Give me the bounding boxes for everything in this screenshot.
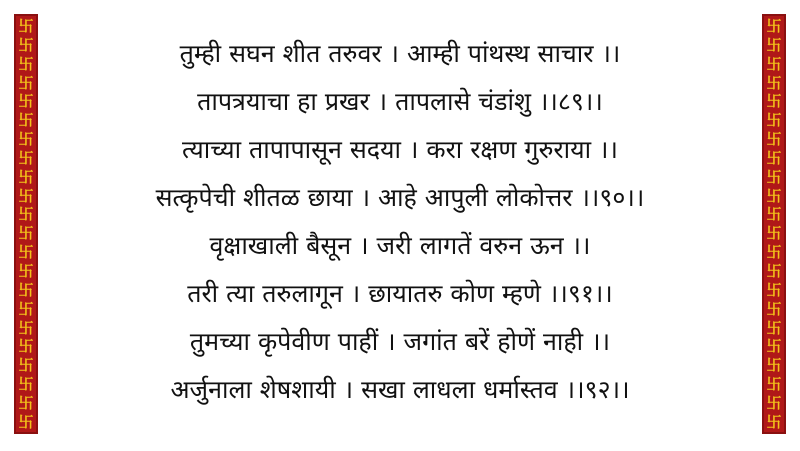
swastika-icon: 卐 [18, 111, 34, 130]
swastika-icon: 卐 [766, 35, 782, 54]
swastika-icon: 卐 [18, 167, 34, 186]
left-decorative-border [14, 14, 38, 434]
swastika-icon: 卐 [18, 35, 34, 54]
swastika-icon: 卐 [18, 280, 34, 299]
swastika-icon: 卐 [18, 54, 34, 73]
verse-line-5: वृक्षाखाली बैसून । जरी लागतें वरुन ऊन ।। [209, 231, 591, 260]
swastika-icon: 卐 [766, 92, 782, 111]
verse-line-2: तापत्रयाचा हा प्रखर । तापलासे चंडांशु ।।८९।। [197, 87, 603, 116]
swastika-icon: 卐 [18, 299, 34, 318]
swastika-icon: 卐 [766, 261, 782, 280]
verse-block [60, 30, 740, 414]
verse-line-1: तुम्ही सघन शीत तरुवर । आम्ही पांथस्थ साचार ।। [179, 39, 621, 68]
swastika-icon: 卐 [18, 356, 34, 375]
swastika-icon: 卐 [766, 224, 782, 243]
swastika-icon: 卐 [18, 243, 34, 262]
swastika-icon: 卐 [18, 205, 34, 224]
right-decorative-border [762, 14, 786, 434]
swastika-icon: 卐 [18, 337, 34, 356]
swastika-icon: 卐 [766, 393, 782, 412]
swastika-icon: 卐 [766, 318, 782, 337]
verse-line-3: त्याच्या तापापासून सदया । करा रक्षण गुरुराया ।। [182, 135, 618, 164]
swastika-icon: 卐 [766, 337, 782, 356]
swastika-icon: 卐 [18, 73, 34, 92]
verse-line-4: सत्कृपेची शीतळ छाया । आहे आपुली लोकोत्तर ।।९०।। [155, 183, 645, 212]
swastika-icon: 卐 [18, 318, 34, 337]
swastika-icon: 卐 [18, 375, 34, 394]
swastika-icon: 卐 [18, 17, 34, 35]
swastika-icon: 卐 [18, 186, 34, 205]
swastika-icon: 卐 [766, 243, 782, 262]
swastika-icon: 卐 [766, 111, 782, 130]
swastika-icon: 卐 [18, 148, 34, 167]
swastika-icon: 卐 [18, 412, 34, 431]
swastika-icon: 卐 [18, 130, 34, 149]
swastika-icon: 卐 [766, 54, 782, 73]
swastika-icon: 卐 [766, 73, 782, 92]
swastika-icon: 卐 [18, 261, 34, 280]
swastika-icon: 卐 [766, 375, 782, 394]
verse-line-7: तुमच्या कृपेवीण पाहीं । जगांत बरें होणें नाही ।। [189, 327, 611, 356]
swastika-icon: 卐 [766, 130, 782, 149]
swastika-icon: 卐 [766, 299, 782, 318]
swastika-icon: 卐 [766, 186, 782, 205]
swastika-icon: 卐 [18, 393, 34, 412]
swastika-icon: 卐 [766, 17, 782, 35]
swastika-icon: 卐 [766, 412, 782, 431]
verse-line-6: तरी त्या तरुलागून । छायातरु कोण म्हणे ।।९१।। [187, 279, 613, 308]
swastika-icon: 卐 [766, 167, 782, 186]
swastika-icon: 卐 [766, 356, 782, 375]
swastika-icon: 卐 [18, 224, 34, 243]
verse-line-8: अर्जुनाला शेषशायी । सखा लाधला धर्मास्तव ।।९२।। [170, 375, 630, 404]
swastika-icon: 卐 [766, 148, 782, 167]
swastika-icon: 卐 [766, 205, 782, 224]
swastika-icon: 卐 [18, 92, 34, 111]
swastika-icon: 卐 [766, 280, 782, 299]
